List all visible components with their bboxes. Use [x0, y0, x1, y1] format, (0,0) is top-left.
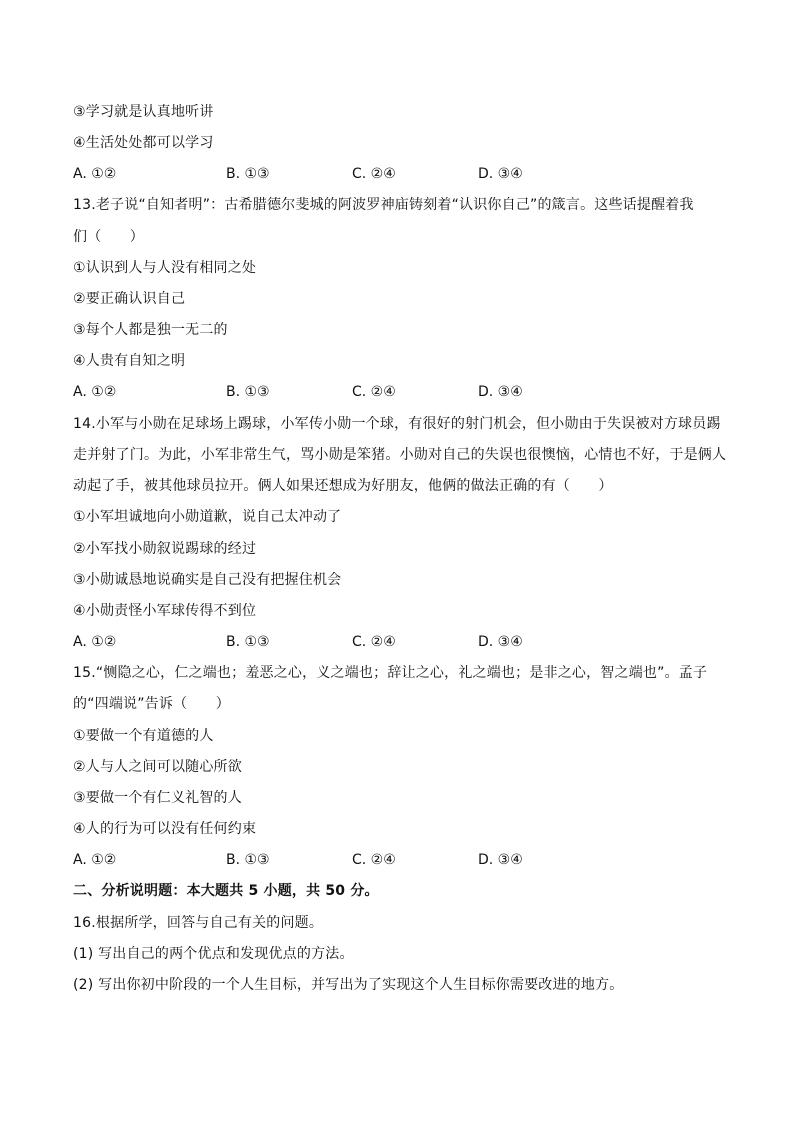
q13-stem-line-2: 们（ ）	[73, 229, 144, 245]
q13-option-a: A. ①②	[73, 384, 117, 400]
q12-option-d: D. ③④	[478, 166, 523, 182]
q14-option-c: C. ②④	[352, 634, 396, 650]
q15-option-b: B. ①③	[226, 852, 270, 868]
q14-stem-line-3: 动起了手，被其他球员拉开。俩人如果还想成为好朋友，他俩的做法正确的有（ ）	[73, 478, 613, 494]
q13-option-b: B. ①③	[226, 384, 270, 400]
q15-options	[73, 851, 723, 869]
q12-option-c: C. ②④	[352, 166, 396, 182]
q13-choice-2: ②要正确认识自己	[73, 291, 186, 307]
q14-choice-3: ③小勋诚恳地说确实是自己没有把握住机会	[73, 572, 342, 588]
section-2-heading: 二、分析说明题：本大题共 5 小题，共 50 分。	[73, 883, 379, 899]
q15-stem-line-1: 15.“恻隐之心，仁之端也；羞恶之心，义之端也；辞让之心，礼之端也；是非之心，智之端也”。孟子	[73, 665, 708, 681]
q13-option-c: C. ②④	[352, 384, 396, 400]
q16-subquestion-2: (2) 写出你初中阶段的一个人生目标，并写出为了实现这个人生目标你需要改进的地方。	[73, 977, 624, 993]
q13-stem-line-1: 13.老子说“自知者明”：古希腊德尔斐城的阿波罗神庙铸刻着“认识你自己”的箴言。这些话提醒着我	[73, 197, 694, 213]
q12-choice-4: ④生活处处都可以学习	[73, 135, 214, 151]
q15-option-c: C. ②④	[352, 852, 396, 868]
q14-option-d: D. ③④	[478, 634, 523, 650]
q13-choice-1: ①认识到人与人没有相同之处	[73, 260, 257, 276]
q14-options	[73, 633, 723, 651]
q15-choice-1: ①要做一个有道德的人	[73, 728, 214, 744]
q14-option-b: B. ①③	[226, 634, 270, 650]
q15-stem-line-2: 的“四端说”告诉（ ）	[73, 696, 230, 712]
q12-option-b: B. ①③	[226, 166, 270, 182]
q14-choice-1: ①小军坦诚地向小勋道歉，说自己太冲动了	[73, 509, 342, 525]
exam-page	[73, 0, 727, 1123]
q12-choice-3: ③学习就是认真地听讲	[73, 104, 214, 120]
q14-choice-2: ②小军找小勋叙说踢球的经过	[73, 541, 257, 557]
q15-option-d: D. ③④	[478, 852, 523, 868]
q12-options	[73, 165, 723, 183]
q15-choice-3: ③要做一个有仁义礼智的人	[73, 790, 242, 806]
q13-choice-3: ③每个人都是独一无二的	[73, 322, 228, 338]
q15-option-a: A. ①②	[73, 852, 117, 868]
q14-stem-line-2: 走并射了门。为此，小军非常生气，骂小勋是笨猪。小勋对自己的失误也很懊恼，心情也不好，于是俩人	[73, 447, 727, 463]
q13-options	[73, 383, 723, 401]
q14-option-a: A. ①②	[73, 634, 117, 650]
q16-subquestion-1: (1) 写出自己的两个优点和发现优点的方法。	[73, 946, 354, 962]
q14-stem-line-1: 14.小军与小勋在足球场上踢球，小军传小勋一个球，有很好的射门机会，但小勋由于失误被对方球员踢	[73, 416, 721, 432]
q12-option-a: A. ①②	[73, 166, 117, 182]
q16-stem: 16.根据所学，回答与自己有关的问题。	[73, 915, 324, 931]
q13-choice-4: ④人贵有自知之明	[73, 353, 186, 369]
q15-choice-4: ④人的行为可以没有任何约束	[73, 821, 257, 837]
q14-choice-4: ④小勋责怪小军球传得不到位	[73, 603, 257, 619]
q15-choice-2: ②人与人之间可以随心所欲	[73, 759, 242, 775]
q13-option-d: D. ③④	[478, 384, 523, 400]
